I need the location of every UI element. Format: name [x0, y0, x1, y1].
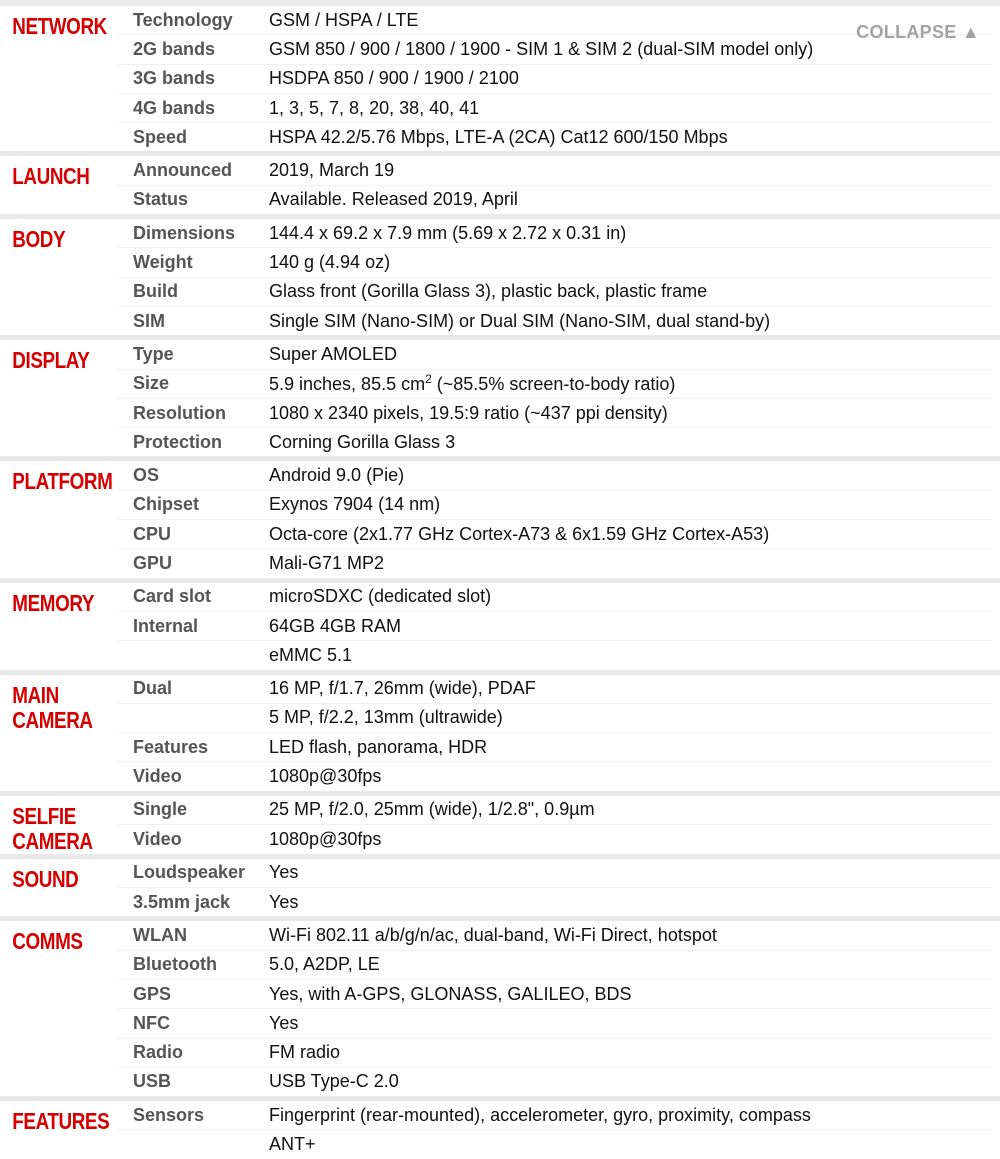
spec-value	[269, 707, 992, 728]
spec-value-text: Android 9.0 (Pie)	[269, 465, 405, 486]
spec-label[interactable]: Radio	[133, 1042, 184, 1063]
spec-value-text: 5.0, A2DP, LE	[269, 954, 380, 975]
spec-label[interactable]: Sensors	[133, 1104, 205, 1125]
spec-section-platform	[0, 461, 1000, 577]
spec-value	[269, 344, 992, 365]
spec-value-text: 16 MP, f/1.7, 26mm (wide), PDAF	[269, 678, 536, 699]
spec-row	[118, 123, 992, 151]
spec-label[interactable]: GPU	[133, 552, 173, 573]
spec-value-superscript: 2	[425, 372, 432, 387]
spec-row	[118, 1068, 992, 1096]
spec-rows	[118, 921, 1000, 1096]
section-category-title[interactable]: COMMS	[12, 928, 83, 955]
spec-value-text: Mali-G71 MP2	[269, 552, 385, 573]
spec-section-comms	[0, 921, 1000, 1096]
spec-row	[118, 156, 992, 185]
section-category-title[interactable]: NETWORK	[12, 13, 107, 39]
spec-value	[269, 432, 992, 453]
spec-label[interactable]: CPU	[133, 523, 172, 544]
spec-row	[118, 921, 992, 950]
spec-label[interactable]: Chipset	[133, 494, 200, 515]
spec-label[interactable]: Dual	[133, 678, 173, 699]
spec-value-text: Yes	[269, 862, 299, 883]
spec-value-text: GSM 850 / 900 / 1800 / 1900 - SIM 1 & SIM 2 (dual-SIM model only)	[269, 38, 814, 59]
spec-value-text: 144.4 x 69.2 x 7.9 mm (5.69 x 2.72 x 0.31 in)	[269, 222, 627, 243]
spec-row	[118, 675, 992, 704]
spec-value-text: Glass front (Gorilla Glass 3), plastic back, plastic frame	[269, 281, 708, 302]
spec-value-text: Yes	[269, 1012, 299, 1033]
spec-row	[118, 641, 992, 669]
spec-value-text: 2019, March 19	[269, 160, 395, 181]
spec-value	[269, 737, 992, 758]
spec-rows	[118, 859, 1000, 917]
spec-section-features	[0, 1101, 1000, 1159]
spec-rows	[118, 1101, 1000, 1159]
section-category-title[interactable]: SELFIE CAMERA	[12, 802, 93, 854]
spec-value	[269, 1134, 992, 1155]
spec-value	[269, 862, 992, 883]
spec-label[interactable]: 3G bands	[133, 68, 216, 89]
spec-label[interactable]: Video	[133, 828, 182, 849]
spec-value-text: 1, 3, 5, 7, 8, 20, 38, 40, 41	[269, 97, 480, 118]
spec-section-network	[0, 6, 1000, 151]
spec-label[interactable]: Status	[133, 189, 189, 210]
spec-row	[118, 340, 992, 369]
spec-value	[269, 678, 992, 699]
spec-label[interactable]: OS	[133, 465, 160, 486]
spec-label[interactable]: 4G bands	[133, 97, 216, 118]
section-category-title[interactable]: FEATURES	[12, 1108, 110, 1135]
spec-row	[118, 278, 992, 307]
section-category-title[interactable]: BODY	[12, 226, 66, 253]
spec-label[interactable]: 2G bands	[133, 38, 216, 59]
spec-label[interactable]: WLAN	[133, 924, 187, 945]
spec-value	[269, 281, 992, 302]
spec-value	[269, 189, 992, 210]
spec-section-body	[0, 219, 1000, 335]
spec-row	[118, 980, 992, 1009]
spec-value-text: Yes, with A-GPS, GLONASS, GALILEO, BDS	[269, 983, 632, 1004]
spec-label[interactable]: Card slot	[133, 586, 212, 607]
spec-rows	[118, 219, 1000, 335]
spec-section-launch	[0, 156, 1000, 214]
spec-section-display	[0, 340, 1000, 456]
spec-row	[118, 461, 992, 490]
spec-value-text: 25 MP, f/2.0, 25mm (wide), 1/2.8", 0.9µm	[269, 799, 595, 820]
spec-label[interactable]: Loudspeaker	[133, 862, 246, 883]
spec-row	[118, 248, 992, 277]
spec-value-text: FM radio	[269, 1042, 341, 1063]
spec-value	[269, 68, 992, 89]
spec-label[interactable]: Single	[133, 799, 188, 820]
spec-row	[118, 888, 992, 916]
spec-label[interactable]: Video	[133, 766, 182, 787]
spec-value-text: microSDXC (dedicated slot)	[269, 586, 492, 607]
spec-row	[118, 1039, 992, 1068]
spec-label[interactable]: Build	[133, 281, 178, 302]
spec-value	[269, 494, 992, 515]
spec-label[interactable]: Announced	[133, 160, 232, 181]
spec-label[interactable]: Technology	[133, 9, 233, 30]
spec-row	[118, 1101, 992, 1130]
spec-value-text: Yes	[269, 891, 299, 912]
spec-value-text: GSM / HSPA / LTE	[269, 9, 419, 30]
spec-section-selfie-camera	[0, 796, 1000, 854]
section-category-title[interactable]: SOUND	[12, 865, 79, 892]
spec-value-text: Corning Gorilla Glass 3	[269, 431, 456, 452]
spec-section-sound	[0, 859, 1000, 917]
spec-value	[269, 524, 992, 545]
spec-row	[118, 219, 992, 248]
spec-label[interactable]: USB	[133, 1071, 172, 1092]
spec-value-text: Octa-core (2x1.77 GHz Cortex-A73 & 6x1.59 GHz Cortex-A53)	[269, 523, 770, 544]
spec-value	[269, 311, 992, 332]
spec-value	[269, 1013, 992, 1034]
spec-value-text: 5 MP, f/2.2, 13mm (ultrawide)	[269, 707, 503, 728]
spec-value	[269, 1105, 992, 1126]
spec-value	[269, 799, 992, 820]
spec-value	[269, 1071, 992, 1092]
spec-label[interactable]: GPS	[133, 983, 172, 1004]
spec-value	[269, 223, 992, 244]
spec-row	[118, 796, 992, 825]
spec-value-text: Wi-Fi 802.11 a/b/g/n/ac, dual-band, Wi-Fi Direct, hotspot	[269, 924, 717, 945]
spec-row	[118, 94, 992, 123]
spec-value	[269, 925, 992, 946]
spec-value	[269, 984, 992, 1005]
spec-rows	[118, 156, 1000, 214]
spec-row	[118, 762, 992, 790]
spec-value	[269, 98, 992, 119]
spec-row	[118, 307, 992, 335]
spec-label[interactable]: Bluetooth	[133, 954, 217, 975]
spec-value	[269, 127, 992, 148]
spec-label[interactable]: Internal	[133, 615, 199, 636]
spec-value	[269, 954, 992, 975]
section-category-title[interactable]: LAUNCH	[12, 163, 90, 190]
spec-rows	[118, 583, 1000, 670]
spec-section-memory	[0, 583, 1000, 670]
spec-value-text: Super AMOLED	[269, 343, 398, 364]
spec-value	[269, 372, 992, 395]
spec-value-text: Exynos 7904 (14 nm)	[269, 494, 441, 515]
spec-value-text: 140 g (4.94 oz)	[269, 252, 391, 273]
spec-value-text: Single SIM (Nano-SIM) or Dual SIM (Nano-SIM, dual stand-by)	[269, 310, 771, 331]
spec-value-text: ANT+	[269, 1134, 316, 1155]
spec-label[interactable]: Protection	[133, 431, 223, 452]
spec-value-text: HSPA 42.2/5.76 Mbps, LTE-A (2CA) Cat12 600/150 Mbps	[269, 126, 728, 147]
spec-rows	[118, 461, 1000, 577]
spec-row	[118, 612, 992, 641]
spec-value	[269, 616, 992, 637]
spec-label[interactable]: Resolution	[133, 402, 226, 423]
spec-value	[269, 645, 992, 666]
spec-value-text: 64GB 4GB RAM	[269, 615, 402, 636]
spec-value	[269, 403, 992, 424]
spec-label[interactable]: Weight	[133, 252, 193, 273]
section-category-title[interactable]: MAIN CAMERA	[12, 681, 93, 733]
spec-row	[118, 491, 992, 520]
spec-value	[269, 892, 992, 913]
spec-label[interactable]: SIM	[133, 310, 166, 331]
spec-value-text: Fingerprint (rear-mounted), accelerometer, gyro, proximity, compass	[269, 1104, 811, 1125]
spec-value-text: 1080 x 2340 pixels, 19.5:9 ratio (~437 ppi density)	[269, 402, 668, 423]
spec-row	[118, 428, 992, 456]
spec-value	[269, 252, 992, 273]
spec-value	[269, 586, 992, 607]
spec-value	[269, 1042, 992, 1063]
spec-label[interactable]: Features	[133, 736, 209, 757]
spec-row	[118, 951, 992, 980]
section-category-title[interactable]: DISPLAY	[12, 347, 90, 374]
spec-rows	[118, 796, 1000, 854]
spec-value-text: USB Type-C 2.0	[269, 1071, 399, 1092]
spec-value	[269, 465, 992, 486]
collapse-button[interactable]: COLLAPSE ▲	[856, 22, 980, 42]
spec-value	[269, 766, 992, 787]
spec-value-text: LED flash, panorama, HDR	[269, 736, 488, 757]
spec-row	[118, 825, 992, 853]
spec-row	[118, 186, 992, 214]
spec-row	[118, 704, 992, 733]
spec-row	[118, 549, 992, 577]
spec-row	[118, 370, 992, 399]
spec-row	[118, 399, 992, 428]
spec-row	[118, 733, 992, 762]
spec-label[interactable]: Type	[133, 343, 174, 364]
spec-row	[118, 859, 992, 888]
spec-row	[118, 583, 992, 612]
spec-value-text: HSDPA 850 / 900 / 1900 / 2100	[269, 68, 519, 89]
spec-label[interactable]: NFC	[133, 1012, 170, 1033]
spec-value-text: eMMC 5.1	[269, 644, 353, 665]
spec-value	[269, 160, 992, 181]
spec-label[interactable]: 3.5mm jack	[133, 891, 231, 912]
spec-label[interactable]: Size	[133, 373, 170, 394]
section-category-title[interactable]: MEMORY	[12, 589, 95, 616]
spec-value-text-after: (~85.5% screen-to-body ratio)	[431, 374, 676, 395]
spec-value	[269, 553, 992, 574]
spec-rows	[118, 675, 1000, 791]
spec-value	[269, 829, 992, 850]
spec-row	[118, 65, 992, 94]
spec-rows	[118, 340, 1000, 456]
spec-value-text: 1080p@30fps	[269, 766, 382, 787]
spec-row	[118, 1009, 992, 1038]
spec-value-text: 1080p@30fps	[269, 828, 382, 849]
section-category-title[interactable]: PLATFORM	[12, 468, 113, 495]
spec-label[interactable]: Speed	[133, 126, 188, 147]
spec-row	[118, 1130, 992, 1158]
spec-section-main-camera	[0, 675, 1000, 791]
spec-row	[118, 520, 992, 549]
spec-label[interactable]: Dimensions	[133, 222, 236, 243]
spec-value-text: Available. Released 2019, April	[269, 189, 518, 210]
spec-value-text: 5.9 inches, 85.5 cm	[269, 374, 426, 395]
